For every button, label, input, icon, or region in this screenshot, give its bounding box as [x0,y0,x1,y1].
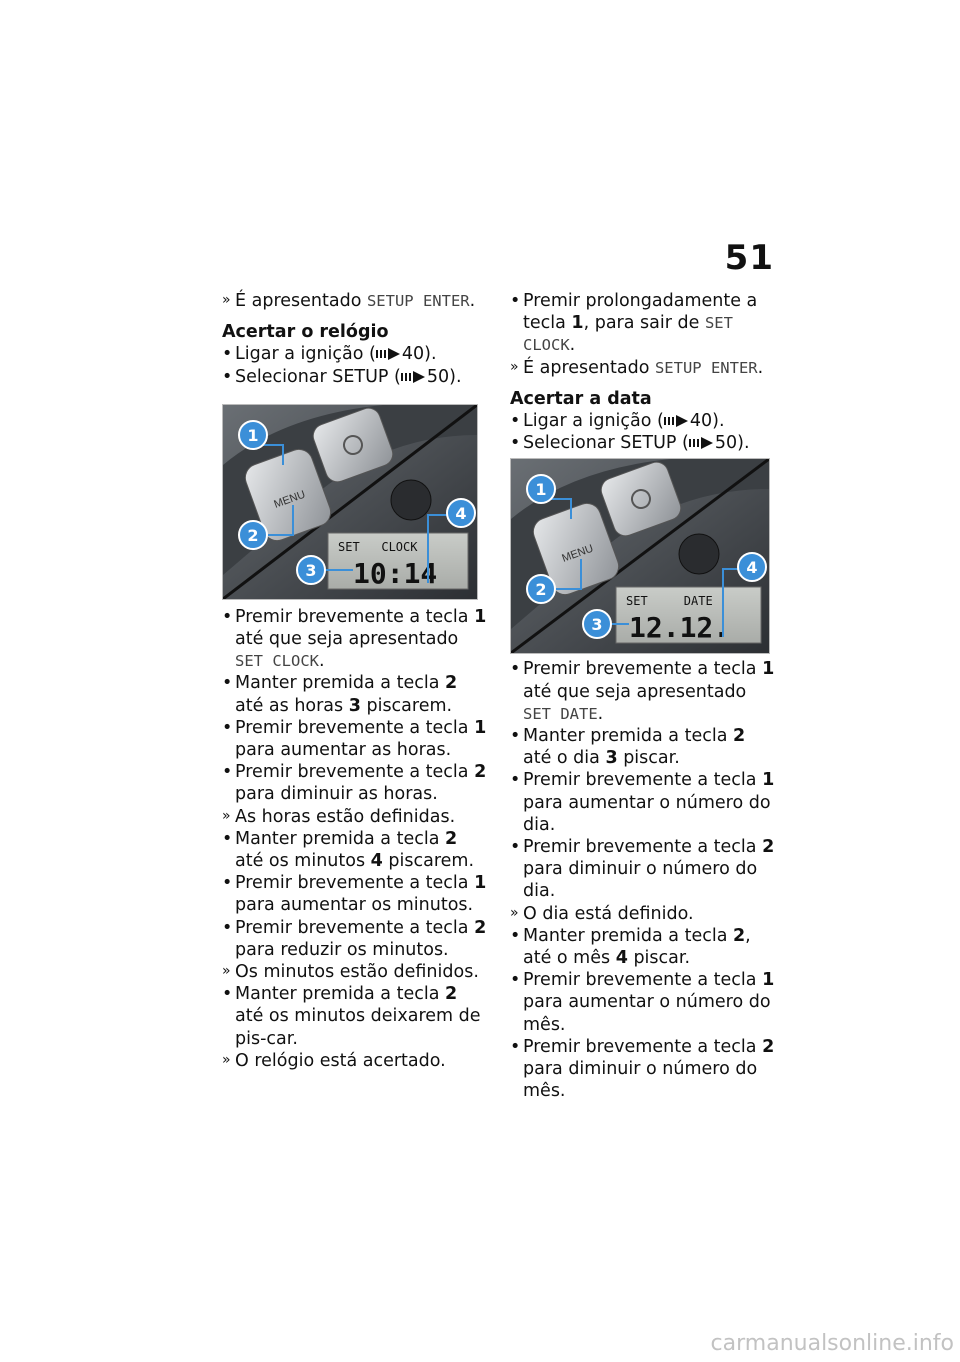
rotary-knob [679,534,719,574]
date-step-1: • Premir brevemente a tecla 1 até que seja apresentado SET DATE. [510,659,775,724]
date-step-6: • Premir brevemente a tecla 1 para aumentar o número do mês. [510,970,775,1035]
page-number: 51 [724,238,774,278]
callout-2: 2 [247,525,259,545]
bullet-icon: • [222,917,233,938]
date-step-4: • Premir brevemente a tecla 2 para diminuir o número do dia. [510,837,775,902]
bullet-icon: • [510,770,521,791]
callout-3: 3 [305,560,317,580]
right-column [510,290,775,1102]
step-5: • Manter premida a tecla 2 até os minutos 4 piscarem. [222,828,475,872]
lcd-label: SET DATE [626,594,713,609]
step-3: • Premir brevemente a tecla 1 para aumentar as horas. [222,717,487,761]
callout-1: 1 [247,425,259,445]
menu-button-label: MENU [272,488,307,511]
lcd-value: 12.12. [629,611,731,645]
rotary-knob [391,480,431,520]
bullet-icon: • [510,433,521,454]
callout-1: 1 [535,480,547,500]
result-setup-enter: » É apresentado SETUP ENTER. [222,291,476,311]
result-marker-icon: » [222,963,231,980]
section-heading-clock: Acertar o relógio [222,322,389,343]
lcd-value: 10:14 [353,556,438,590]
clock-setting-photo [222,404,478,600]
bullet-icon: • [510,726,521,747]
step-8: • Manter premida a tecla 2 até os minutos deixarem de pis-car. [222,984,481,1049]
bullet-icon: • [222,873,233,894]
step-1: • Premir brevemente a tecla 1 até que seja apresentado SET CLOCK. [222,606,487,672]
step-2: • Manter premida a tecla 2 até as horas 3 piscarem. [222,673,458,716]
bullet-icon: • [510,411,521,432]
prereq-ignition-2: • Ligar a ignição ( 40). [510,411,725,432]
bullet-icon: • [222,366,233,387]
page-reference-arrow-icon [664,415,690,427]
bullet-icon: • [510,970,521,991]
bullet-icon: • [222,717,233,738]
date-step-5: • Manter premida a tecla 2, até o mês 4 piscar. [510,925,751,969]
step-7: • Premir brevemente a tecla 2 para reduzir os minutos. [222,917,487,960]
result-marker-icon: » [222,1051,231,1068]
callout-3: 3 [591,615,603,635]
callout-2: 2 [535,580,547,600]
callout-4: 4 [455,503,467,523]
result-minutes-set: » Os minutos estão definidos. [222,962,479,983]
page-reference-arrow-icon [376,348,402,360]
bullet-icon: • [510,291,521,311]
result-day-set: » O dia está definido. [510,903,694,924]
bullet-icon: • [222,606,233,627]
result-hours-set: » As horas estão definidas. [222,806,456,827]
bullet-icon: • [510,925,521,946]
callout-4: 4 [746,558,758,578]
bullet-icon: • [510,1036,521,1057]
result-marker-icon: » [222,807,231,824]
prereq-ignition: • Ligar a ignição ( 40). [222,344,437,365]
result-marker-icon: » [510,904,519,921]
bullet-icon: • [222,762,233,783]
date-setting-photo [510,458,770,654]
page-reference-arrow-icon [689,437,715,449]
bullet-icon: • [510,837,521,858]
date-step-2: • Manter premida a tecla 2 até o dia 3 piscar. [510,726,746,769]
menu-button-label: MENU [560,542,595,566]
step-6: • Premir brevemente a tecla 1 para aumentar os minutos. [222,873,487,916]
result-setup-enter-2: » É apresentado SETUP ENTER. [510,357,764,378]
step-exit-set-clock: • Premir prolongadamente a tecla 1, para sair de SET CLOCK. [510,291,758,356]
bullet-icon: • [222,344,233,365]
bullet-icon: • [222,984,233,1005]
section-heading-date: Acertar a data [510,388,652,409]
left-column [222,290,487,1072]
step-4: • Premir brevemente a tecla 2 para diminuir as horas. [222,762,487,805]
prereq-setup: • Selecionar SETUP ( 50). [222,366,462,387]
result-marker-icon: » [510,358,519,375]
date-step-3: • Premir brevemente a tecla 1 para aumentar o número do dia. [510,770,775,835]
result-marker-icon: » [222,292,231,308]
prereq-setup-2: • Selecionar SETUP ( 50). [510,433,750,454]
result-clock-set: » O relógio está acertado. [222,1050,446,1071]
date-step-7: • Premir brevemente a tecla 2 para diminuir o número do mês. [510,1036,775,1102]
bullet-icon: • [222,673,233,694]
page-reference-arrow-icon [401,371,427,383]
lcd-label: SET CLOCK [338,539,418,554]
bullet-icon: • [510,659,521,680]
bullet-icon: • [222,828,233,849]
watermark: carmanualsonline.info [710,1331,954,1356]
